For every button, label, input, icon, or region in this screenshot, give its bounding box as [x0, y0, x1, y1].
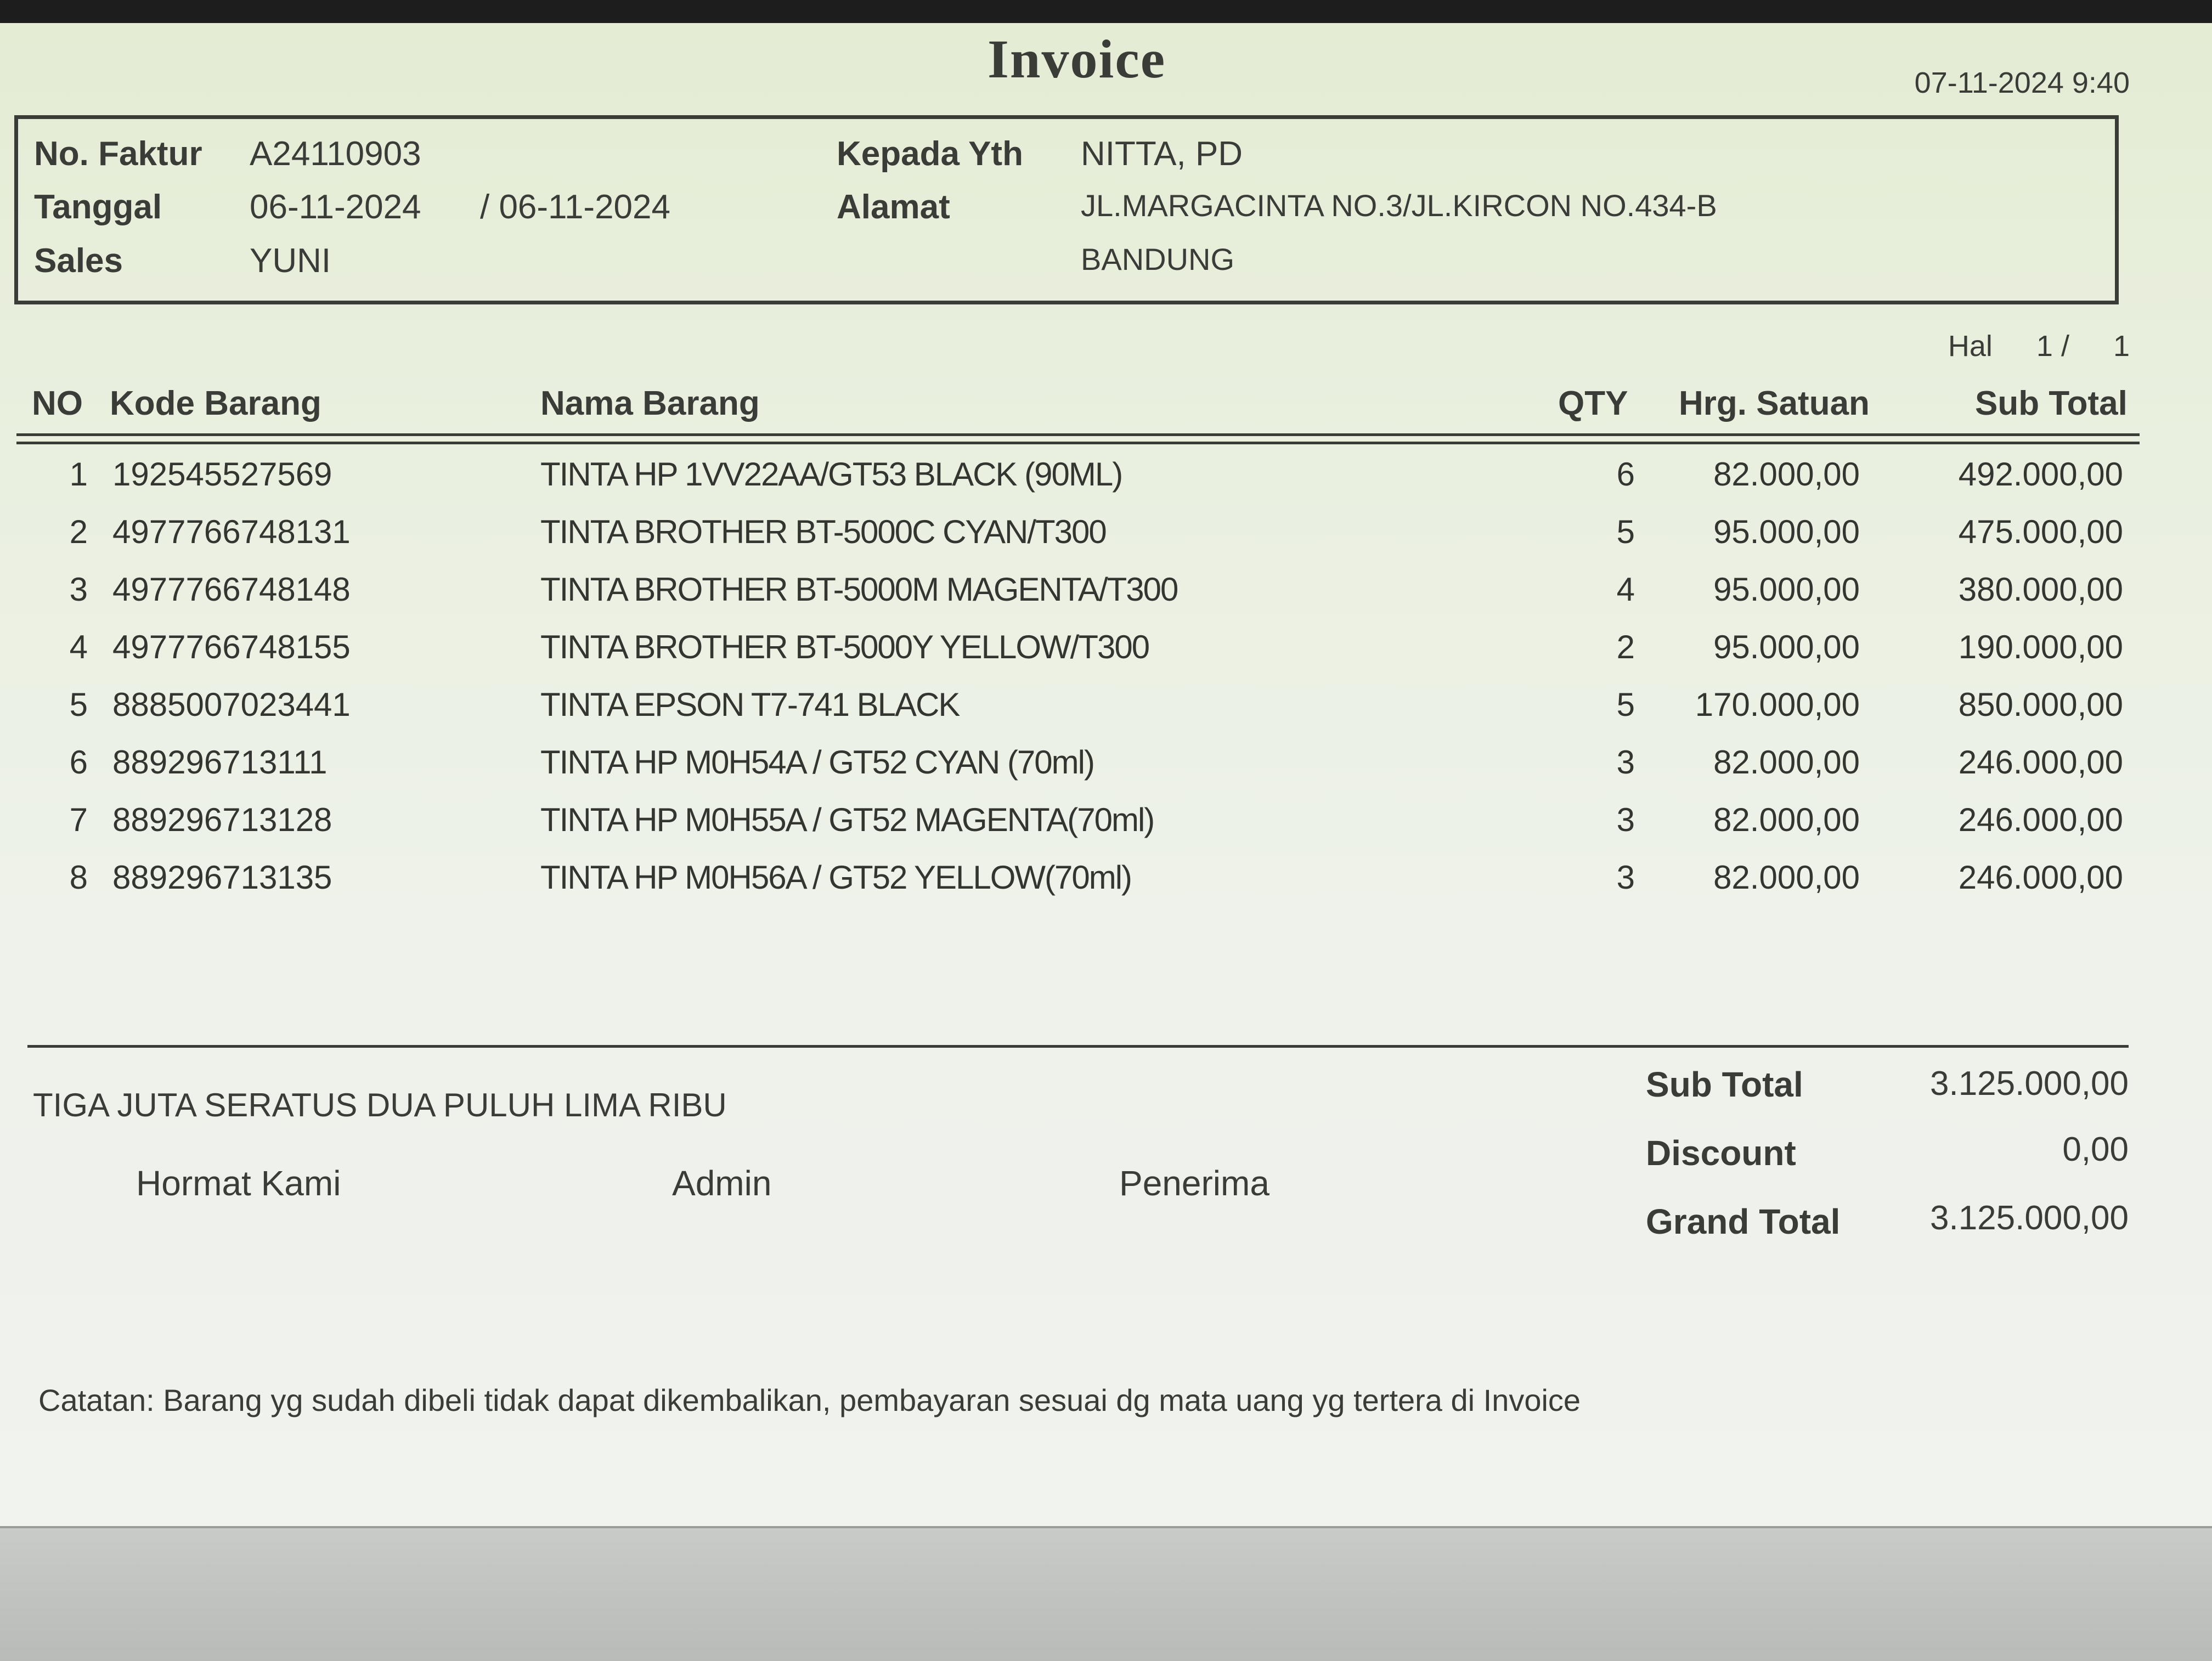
screen-bezel	[0, 0, 2212, 23]
row-no: 3	[69, 571, 88, 608]
row-kode: 889296713135	[112, 859, 332, 896]
row-qty: 4	[1616, 571, 1635, 608]
page-label: Hal	[1948, 330, 1993, 363]
row-qty: 5	[1616, 513, 1635, 550]
row-nama: TINTA HP M0H54A / GT52 CYAN (70ml)	[540, 744, 1094, 781]
row-kode: 889296713111	[112, 744, 328, 781]
row-nama: TINTA BROTHER BT-5000Y YELLOW/T300	[540, 629, 1149, 665]
footer-rule	[27, 1045, 2129, 1048]
row-harga: 95.000,00	[1713, 513, 1860, 550]
discount-label: Discount	[1646, 1133, 1796, 1173]
row-kode: 889296713128	[112, 801, 332, 838]
col-header-subtotal: Sub Total	[1975, 385, 2128, 422]
row-subtotal: 190.000,00	[1958, 629, 2123, 665]
row-qty: 2	[1616, 629, 1635, 665]
row-subtotal: 492.000,00	[1958, 456, 2123, 493]
no-faktur-label: No. Faktur	[34, 135, 202, 173]
row-nama: TINTA HP 1VV22AA/GT53 BLACK (90ML)	[540, 456, 1122, 493]
row-no: 1	[69, 456, 88, 493]
tanggal-value-end: / 06-11-2024	[480, 188, 670, 226]
header-rule-top	[16, 433, 2140, 436]
table-row	[0, 628, 2212, 683]
row-subtotal: 246.000,00	[1958, 859, 2123, 896]
table-row	[0, 570, 2212, 625]
tanggal-label: Tanggal	[34, 188, 162, 226]
col-header-no: NO	[32, 385, 83, 422]
col-header-qty: QTY	[1558, 385, 1628, 422]
table-row	[0, 801, 2212, 856]
signature-admin: Admin	[672, 1163, 772, 1203]
invoice-title: Invoice	[988, 29, 1166, 89]
table-row	[0, 686, 2212, 741]
discount-value: 0,00	[2062, 1131, 2129, 1168]
row-kode: 4977766748155	[112, 629, 351, 665]
page-value: 1 /	[2036, 330, 2069, 363]
row-harga: 82.000,00	[1713, 801, 1860, 838]
row-harga: 82.000,00	[1713, 456, 1860, 493]
signature-hormat-kami: Hormat Kami	[136, 1163, 341, 1203]
table-row	[0, 743, 2212, 798]
table-row	[0, 858, 2212, 913]
alamat-line1: JL.MARGACINTA NO.3/JL.KIRCON NO.434-B	[1081, 188, 1717, 223]
grand-total-label: Grand Total	[1646, 1202, 1841, 1241]
row-no: 7	[69, 801, 88, 838]
page-total: 1	[2113, 330, 2130, 363]
row-qty: 3	[1616, 859, 1635, 896]
row-subtotal: 246.000,00	[1958, 744, 2123, 781]
row-qty: 3	[1616, 801, 1635, 838]
row-kode: 4977766748148	[112, 571, 351, 608]
col-header-nama: Nama Barang	[540, 385, 760, 422]
grand-total-value: 3.125.000,00	[1929, 1199, 2129, 1237]
row-nama: TINTA BROTHER BT-5000C CYAN/T300	[540, 513, 1106, 550]
row-harga: 95.000,00	[1713, 571, 1860, 608]
kepada-value: NITTA, PD	[1081, 135, 1243, 173]
screen-bottom-bar	[0, 1526, 2212, 1661]
row-no: 2	[69, 513, 88, 550]
row-harga: 170.000,00	[1695, 686, 1860, 723]
row-no: 8	[69, 859, 88, 896]
row-kode: 8885007023441	[112, 686, 351, 723]
col-header-harga: Hrg. Satuan	[1679, 385, 1870, 422]
row-qty: 3	[1616, 744, 1635, 781]
print-datetime: 07-11-2024 9:40	[1914, 66, 2130, 99]
row-kode: 192545527569	[112, 456, 332, 493]
kepada-label: Kepada Yth	[837, 135, 1023, 173]
row-harga: 82.000,00	[1713, 859, 1860, 896]
table-row	[0, 513, 2212, 568]
col-header-kode: Kode Barang	[110, 385, 321, 422]
alamat-label: Alamat	[837, 188, 950, 226]
row-subtotal: 380.000,00	[1958, 571, 2123, 608]
row-no: 6	[69, 744, 88, 781]
row-subtotal: 475.000,00	[1958, 513, 2123, 550]
page-indicator	[1948, 329, 2130, 363]
row-nama: TINTA EPSON T7-741 BLACK	[540, 686, 960, 723]
row-no: 5	[69, 686, 88, 723]
amount-in-words: TIGA JUTA SERATUS DUA PULUH LIMA RIBU	[33, 1087, 727, 1123]
subtotal-label: Sub Total	[1646, 1065, 1803, 1104]
no-faktur-value: A24110903	[250, 135, 421, 173]
sales-value: YUNI	[250, 242, 331, 280]
tanggal-value-start: 06-11-2024	[250, 188, 421, 226]
row-qty: 6	[1616, 456, 1635, 493]
row-harga: 82.000,00	[1713, 744, 1860, 781]
row-harga: 95.000,00	[1713, 629, 1860, 665]
row-nama: TINTA BROTHER BT-5000M MAGENTA/T300	[540, 571, 1178, 608]
signature-penerima: Penerima	[1119, 1163, 1269, 1203]
row-qty: 5	[1616, 686, 1635, 723]
row-nama: TINTA HP M0H56A / GT52 YELLOW(70ml)	[540, 859, 1132, 896]
row-no: 4	[69, 629, 88, 665]
header-rule-bottom	[16, 442, 2140, 444]
row-subtotal: 850.000,00	[1958, 686, 2123, 723]
row-kode: 4977766748131	[112, 513, 351, 550]
invoice-note: Catatan: Barang yg sudah dibeli tidak dapat dikembalikan, pembayaran sesuai dg mata uang yg tertera di Invoice	[38, 1383, 1581, 1417]
row-subtotal: 246.000,00	[1958, 801, 2123, 838]
subtotal-value: 3.125.000,00	[1929, 1065, 2129, 1103]
sales-label: Sales	[34, 242, 123, 280]
alamat-line2: BANDUNG	[1081, 242, 1235, 276]
table-row	[0, 455, 2212, 510]
row-nama: TINTA HP M0H55A / GT52 MAGENTA(70ml)	[540, 801, 1154, 838]
